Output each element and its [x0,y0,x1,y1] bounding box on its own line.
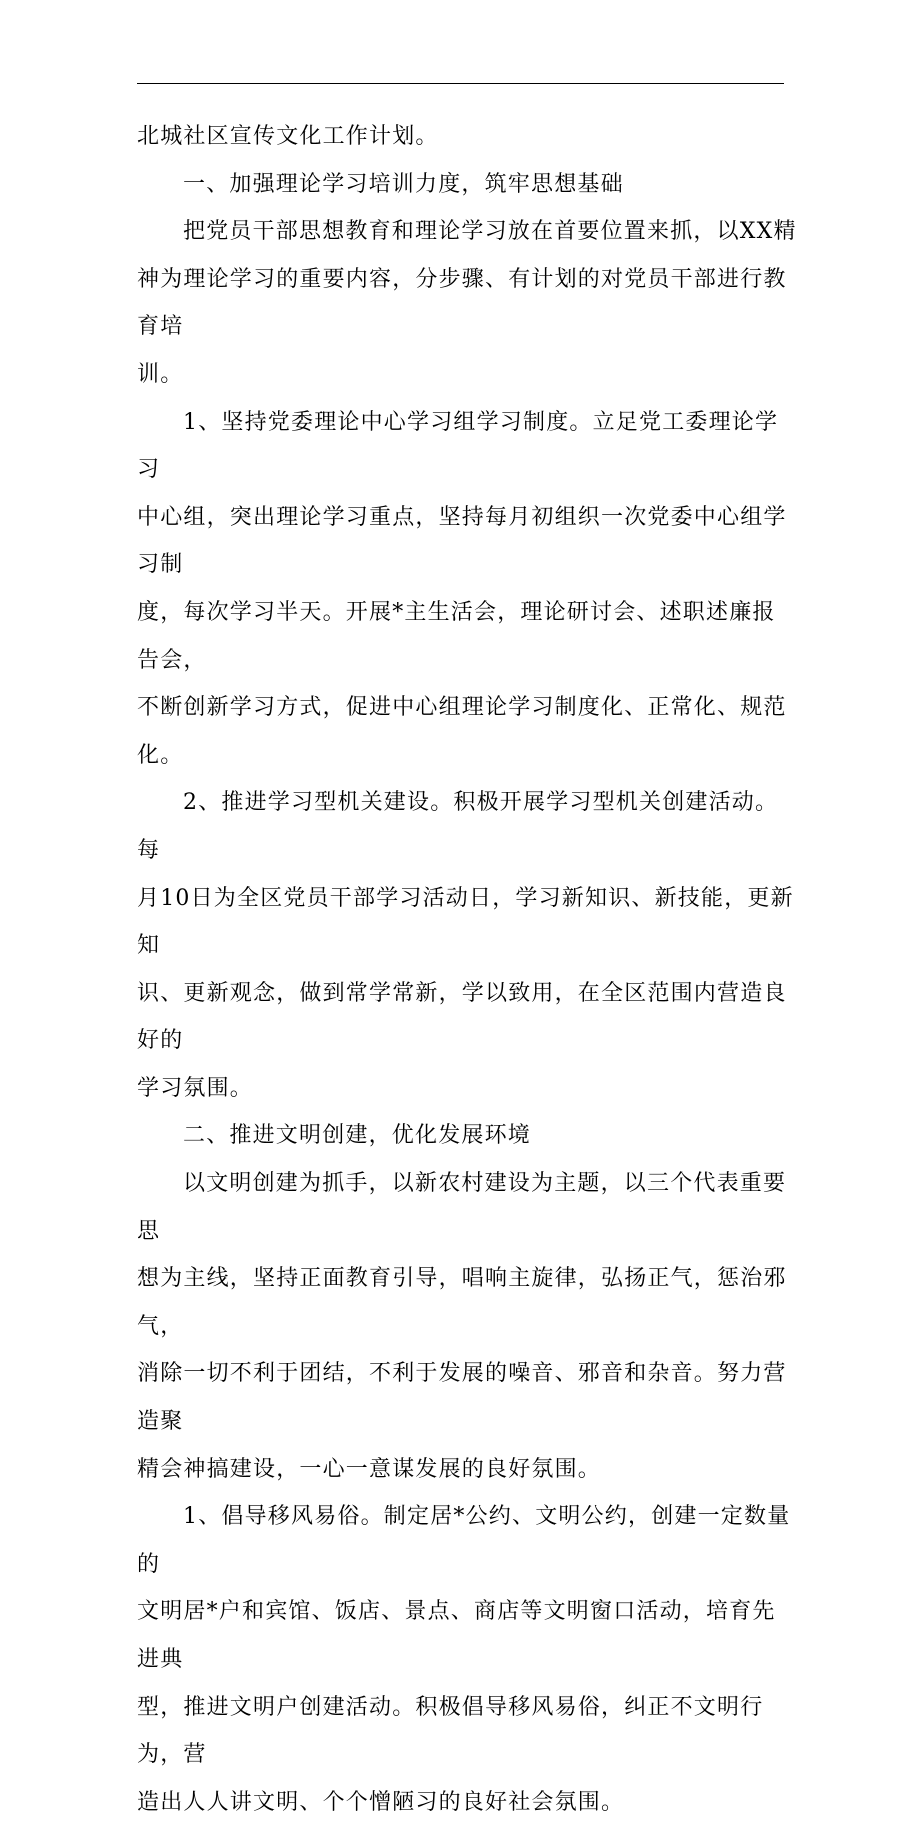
paragraph: 1、坚持党委理论中心学习组学习制度。立足党工委理论学习 中心组，突出理论学习重点，坚持每月初组织一次党委中心组学习制 度，每次学习半天。开展*主生活会，理论研讨会、述职述廉报告会， 不断创新学习方式，促进中心组理论学习制度化、正常化、规范化。 [137,409,787,768]
paragraph: 2、推进学习型机关建设。积极开展学习型机关创建活动。每 月10日为全区党员干部学习活动日，学习新知识、新技能，更新知 识、更新观念，做到常学常新，学以致用，在全区范围内营造良好的 学习氛围。 [137,790,794,1101]
paragraph: 1、倡导移风易俗。制定居*公约、文明公约，创建一定数量的 文明居*户和宾馆、饭店、景点、商店等文明窗口活动，培育先进典 型，推进文明户创建活动。积极倡导移风易俗，纠正不文明行为，营 造出人人讲文明、个个憎陋习的良好社会氛围。 [137,1504,791,1815]
document-body [137,113,797,1826]
header-rule [137,83,784,84]
paragraph: 以文明创建为抓手，以新农村建设为主题，以三个代表重要思 想为主线，坚持正面教育引导，唱响主旋律，弘扬正气，惩治邪气， 消除一切不利于团结，不利于发展的噪音、邪音和杂音。努力营造聚 精会神搞建设，一心一意谋发展的良好氛围。 [137,1171,787,1482]
section-heading-1: 一、加强理论学习培训力度，筑牢思想基础 [183,171,624,197]
section-heading-2: 二、推进文明创建，优化发展环境 [183,1123,532,1149]
paragraph: 把党员干部思想教育和理论学习放在首要位置来抓，以XX精 神为理论学习的重要内容，分步骤、有计划的对党员干部进行教育培 训。 [137,219,797,387]
document-title-line: 北城社区宣传文化工作计划。 [137,124,439,149]
